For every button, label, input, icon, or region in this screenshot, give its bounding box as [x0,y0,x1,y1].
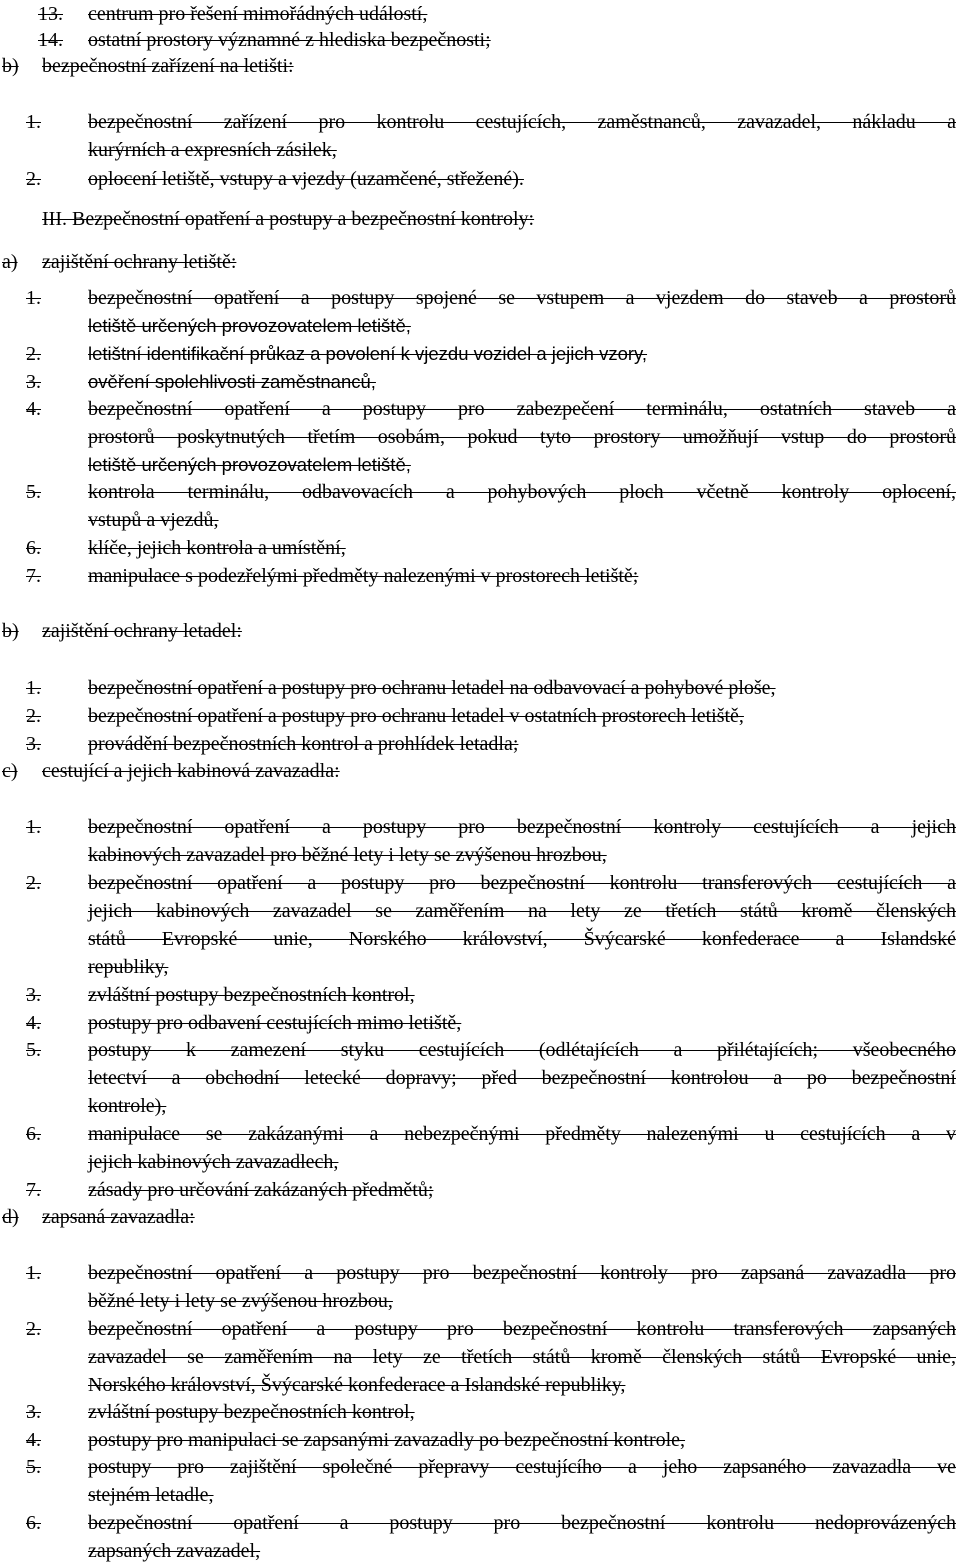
list-item-line [0,1315,960,1343]
item-number: 2. [26,705,41,727]
item-text: zásady pro určování zakázaných předmětů; [88,1179,434,1201]
item-text: bezpečnostní opatření a postupy pro bezpečnostní kontrolu nedoprovázených [88,1512,956,1534]
section-heading [0,617,960,645]
list-item-line [0,534,960,562]
item-number: 4. [26,1012,41,1034]
item-text: zavazadel se zaměřením na lety ze třetích států kromě členských států Evropské unie, [88,1346,956,1368]
item-text: postupy k zamezení styku cestujících (odlétajících a přilétajících; všeobecného [88,1039,956,1061]
list-item-line [0,1371,960,1399]
item-text: centrum pro řešení mimořádných událostí, [88,3,428,25]
list-item-line [0,1343,960,1371]
section-title: bezpečnostní zařízení na letišti: [42,55,294,77]
item-text: bezpečnostní opatření a postupy pro ochranu letadel na odbavovací a pohybové ploše, [88,677,776,699]
list-item-line [0,674,960,702]
item-number: 3. [26,1401,41,1423]
list-item-line [0,730,960,758]
item-text: klíče, jejich kontrola a umístění, [88,537,346,559]
item-number: 5. [26,1039,41,1061]
item-number: 1. [26,287,41,309]
list-item-line [0,1259,960,1287]
item-number: 3. [26,984,41,1006]
list-item-line [0,1287,960,1315]
list-item-line [0,897,960,925]
list-item-line [0,1148,960,1176]
item-number: 1. [26,1262,41,1284]
list-item-line [0,1009,960,1037]
chapter-heading [0,205,960,233]
list-item-line [0,1453,960,1481]
item-number: 5. [26,481,41,503]
item-number: 7. [26,565,41,587]
list-item-line [0,451,960,479]
list-item-line [0,108,960,136]
item-text: stejném letadle, [88,1484,214,1506]
item-number: 6. [26,1123,41,1145]
list-item-line [0,562,960,590]
item-text: bezpečnostní opatření a postupy spojené se vstupem a vjezdem do staveb a prostorů [88,287,956,309]
list-item-line [0,953,960,981]
item-text: manipulace s podezřelými předměty nalezenými v prostorech letiště; [88,565,639,587]
item-number: 3. [26,733,41,755]
list-item-line [0,1398,960,1426]
item-text: bezpečnostní opatření a postupy pro bezpečnostní kontrolu transferových cestujících a [88,872,956,894]
chapter-title: III. Bezpečnostní opatření a postupy a bezpečnostní kontroly: [42,208,535,230]
item-number: 2. [26,872,41,894]
item-text: republiky, [88,956,169,978]
list-item-line [0,841,960,869]
item-text: letištní identifikační průkaz a povolení k vjezdu vozidel a jejich vzory, [88,343,648,364]
list-item-line [0,136,960,164]
item-text: Norského království, Švýcarské konfederace a Islandské republiky, [88,1374,626,1396]
list-item-line [0,165,960,193]
list-item-line [0,1120,960,1148]
item-text: letiště určených provozovatelem letiště, [88,454,411,475]
section-letter: b) [2,55,19,77]
item-text: kontrola terminálu, odbavovacích a pohybových ploch včetně kontroly oplocení, [88,481,956,503]
item-text: ostatní prostory významné z hlediska bezpečnosti; [88,29,491,51]
item-number: 2. [26,168,41,190]
item-text: oplocení letiště, vstupy a vjezdy (uzamčené, střežené). [88,168,524,190]
item-text: letiště určených provozovatelem letiště, [88,315,411,336]
list-item-line [0,506,960,534]
item-text: jejich kabinových zavazadlech, [88,1151,339,1173]
section-letter: c) [2,760,18,782]
list-item-line [0,981,960,1009]
list-item-line [0,1092,960,1120]
list-item-line [0,1426,960,1454]
list-item-line [0,925,960,953]
item-text: letectví a obchodní letecké dopravy; před bezpečnostní kontrolou a po bezpečnostní [88,1067,956,1089]
item-text: států Evropské unie, Norského království, Švýcarské konfederace a Islandské [88,928,956,950]
list-item-line [0,284,960,312]
list-item-line [0,1036,960,1064]
section-title: zajištění ochrany letadel: [42,620,242,642]
item-number: 1. [26,816,41,838]
section-letter: a) [2,251,18,273]
item-number: 13. [38,3,63,25]
list-item-line [0,395,960,423]
section-heading [0,52,960,80]
section-title: zapsaná zavazadla: [42,1206,195,1228]
item-number: 4. [26,398,41,420]
item-number: 14. [38,29,63,51]
list-item-line [0,1064,960,1092]
section-title: zajištění ochrany letiště: [42,251,237,273]
item-text: postupy pro zajištění společné přepravy cestujícího a jeho zapsaného zavazadla ve [88,1456,956,1478]
item-text: provádění bezpečnostních kontrol a prohlídek letadla; [88,733,519,755]
list-item-line [0,312,960,340]
item-number: 1. [26,677,41,699]
list-item-line [0,340,960,368]
item-number: 6. [26,1512,41,1534]
list-item-line [0,26,960,54]
item-text: jejich kabinových zavazadel se zaměřením na lety ze třetích států kromě členských [88,900,956,922]
item-text: bezpečnostní opatření a postupy pro zabezpečení terminálu, ostatních staveb a [88,398,956,420]
item-text: bezpečnostní opatření a postupy pro ochranu letadel v ostatních prostorech letiště, [88,705,744,727]
item-text: bezpečnostní opatření a postupy pro bezpečnostní kontrolu transferových zapsaných [88,1318,956,1340]
item-text: bezpečnostní opatření a postupy pro bezpečnostní kontroly cestujících a jejich [88,816,956,838]
item-number: 7. [26,1179,41,1201]
item-text: ověření spolehlivosti zaměstnanců, [88,371,376,392]
list-item-line [0,1481,960,1509]
section-letter: b) [2,620,19,642]
item-text: manipulace se zakázanými a nebezpečnými předměty nalezenými u cestujících a v [88,1123,956,1145]
list-item-line [0,813,960,841]
item-text: zvláštní postupy bezpečnostních kontrol, [88,1401,415,1423]
list-item-line [0,478,960,506]
item-text: zapsaných zavazadel, [88,1540,261,1562]
item-text: postupy pro manipulaci se zapsanými zavazadly po bezpečnostní kontrole, [88,1429,686,1451]
item-number: 1. [26,111,41,133]
item-number: 4. [26,1429,41,1451]
list-item-line [0,1509,960,1537]
item-number: 2. [26,1318,41,1340]
item-text: postupy pro odbavení cestujících mimo letiště, [88,1012,462,1034]
list-item-line [0,1537,960,1565]
section-heading [0,248,960,276]
section-letter: d) [2,1206,19,1228]
item-text: bezpečnostní opatření a postupy pro bezpečnostní kontroly pro zapsaná zavazadla pro [88,1262,956,1284]
item-text: zvláštní postupy bezpečnostních kontrol, [88,984,415,1006]
item-text: prostorů poskytnutých třetím osobám, pokud tyto prostory umožňují vstup do prostorů [88,426,956,448]
item-number: 3. [26,371,41,393]
list-item-line [0,423,960,451]
list-item-line [0,0,960,28]
item-text: kabinových zavazadel pro běžné lety i lety se zvýšenou hrozbou, [88,844,607,866]
section-heading [0,757,960,785]
item-text: bezpečnostní zařízení pro kontrolu cestujících, zaměstnanců, zavazadel, nákladu a [88,111,956,133]
item-number: 6. [26,537,41,559]
section-title: cestující a jejich kabinová zavazadla: [42,760,340,782]
item-number: 2. [26,343,41,365]
list-item-line [0,869,960,897]
section-heading [0,1203,960,1231]
list-item-line [0,1176,960,1204]
item-text: kurýrních a expresních zásilek, [88,139,337,161]
item-text: kontrole), [88,1095,167,1117]
item-text: vstupů a vjezdů, [88,509,219,531]
list-item-line [0,368,960,396]
item-number: 5. [26,1456,41,1478]
list-item-line [0,702,960,730]
item-text: běžné lety i lety se zvýšenou hrozbou, [88,1290,393,1312]
